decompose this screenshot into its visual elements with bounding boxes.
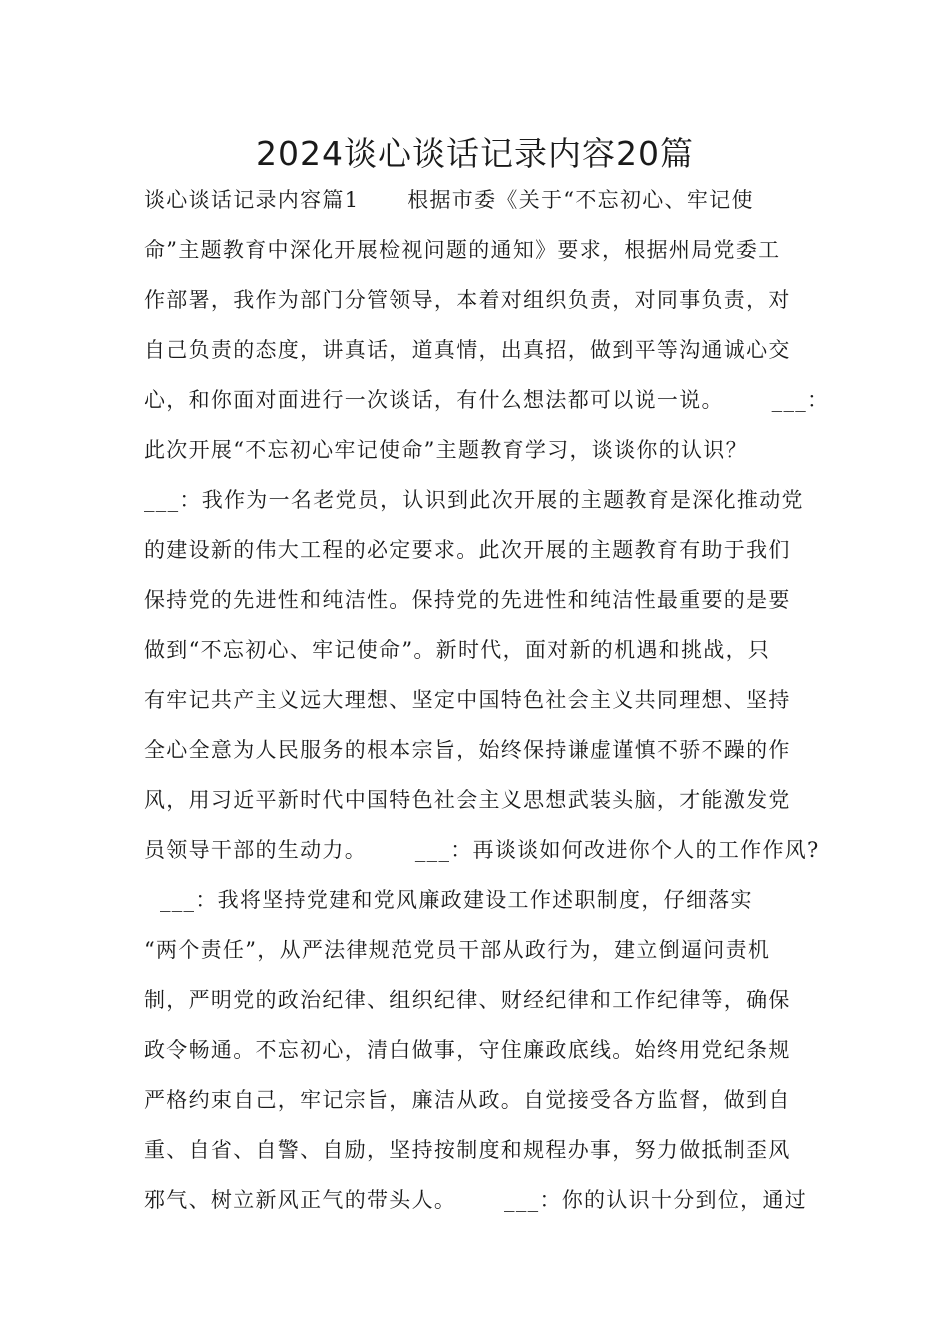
body-line: 命”主题教育中深化开展检视问题的通知》要求，根据州局党委工 — [144, 238, 781, 262]
body-line: 有牢记共产主义远大理想、坚定中国特色社会主义共同理想、坚持 — [144, 688, 791, 712]
body-line: 自己负责的态度，讲真话，道真情，出真招，做到平等沟通诚心交 — [144, 338, 791, 362]
body-line: 心，和你面对面进行一次谈话，有什么想法都可以说一说。 ___： — [144, 388, 830, 412]
body-line: 谈心谈话记录内容篇1 根据市委《关于“不忘初心、牢记使 — [144, 188, 754, 212]
body-line: 重、自省、自警、自励，坚持按制度和规程办事，努力做抵制歪风 — [144, 1138, 791, 1162]
body-line: 做到“不忘初心、牢记使命”。新时代，面对新的机遇和挑战，只 — [144, 638, 771, 662]
body-line: 员领导干部的生动力。 ___：再谈谈如何改进你个人的工作作风? — [144, 838, 820, 862]
body-line: ___：我作为一名老党员，认识到此次开展的主题教育是深化推动党 — [144, 488, 804, 512]
document-title: 2024谈心谈话记录内容20篇 — [256, 134, 694, 173]
body-line: ___：我将坚持党建和党风廉政建设工作述职制度，仔细落实 — [144, 888, 753, 912]
body-line: 制，严明党的政治纪律、组织纪律、财经纪律和工作纪律等，确保 — [144, 988, 791, 1012]
body-line: 邪气、树立新风正气的带头人。 ___：你的认识十分到位，通过 — [144, 1188, 808, 1212]
body-line: “两个责任”，从严法律规范党员干部从政行为，建立倒逼问责机 — [144, 938, 771, 962]
body-line: 风，用习近平新时代中国特色社会主义思想武装头脑，才能激发党 — [144, 788, 791, 812]
body-line: 严格约束自己，牢记宗旨，廉洁从政。自觉接受各方监督，做到自 — [144, 1088, 791, 1112]
body-line: 的建设新的伟大工程的必定要求。此次开展的主题教育有助于我们 — [144, 538, 791, 562]
body-line: 此次开展“不忘初心牢记使命”主题教育学习，谈谈你的认识？ — [144, 438, 748, 462]
body-line: 全心全意为人民服务的根本宗旨，始终保持谦虚谨慎不骄不躁的作 — [144, 738, 791, 762]
body-line: 作部署，我作为部门分管领导，本着对组织负责，对同事负责，对 — [144, 288, 791, 312]
body-line: 政令畅通。不忘初心，清白做事，守住廉政底线。始终用党纪条规 — [144, 1038, 791, 1062]
body-line: 保持党的先进性和纯洁性。保持党的先进性和纯洁性最重要的是要 — [144, 588, 791, 612]
